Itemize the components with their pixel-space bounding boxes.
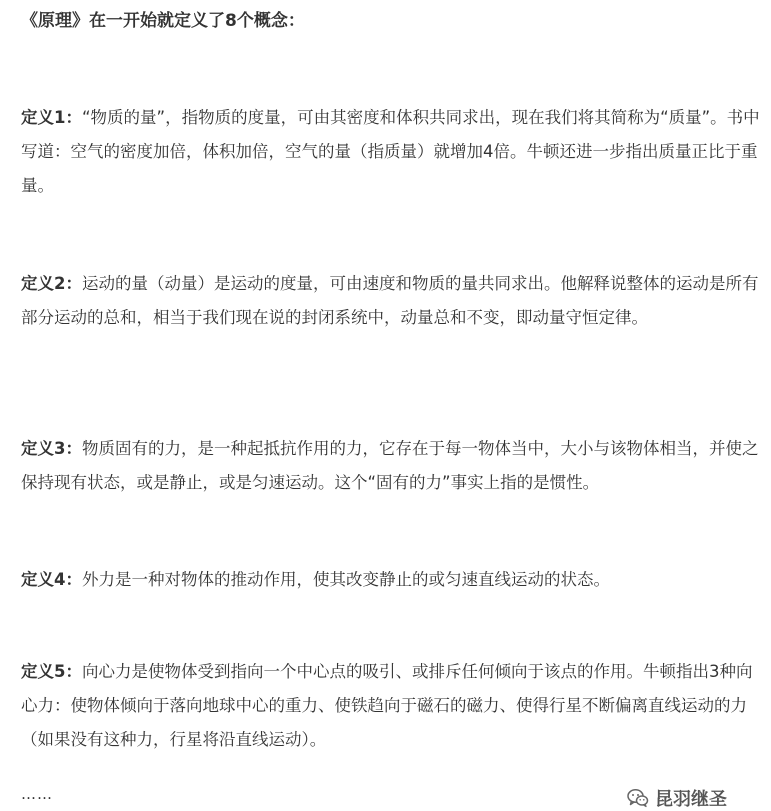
definition-4-text: 外力是一种对物体的推动作用，使其改变静止的或匀速直线运动的状态。 — [81, 570, 610, 589]
definition-5-label: 定义5： — [21, 662, 82, 681]
definition-4 — [21, 563, 761, 597]
article-heading: 《原理》在一开始就定义了8个概念： — [21, 11, 305, 31]
continuation-ellipsis: …… — [21, 785, 53, 803]
definition-2 — [21, 267, 761, 335]
wechat-icon — [627, 788, 649, 808]
definition-3-text: 物质固有的力，是一种起抵抗作用的力，它存在于每一物体当中，大小与该物体相当，并使之保持现有状态，或是静止，或是匀速运动。这个“固有的力”事实上指的是惯性。 — [21, 439, 759, 492]
definition-5 — [21, 655, 761, 757]
definition-1-label: 定义1： — [21, 108, 82, 127]
watermark-text: 昆羽继圣 — [655, 789, 727, 810]
definition-3 — [21, 432, 761, 500]
definition-5-text: 向心力是使物体受到指向一个中心点的吸引、或排斥任何倾向于该点的作用。牛顿指出3种向心力：使物体倾向于落向地球中心的重力、使铁趋向于磁石的磁力、使得行星不断偏离直线运动的力（如果没有这种力，行星将沿直线运动）。 — [21, 662, 753, 749]
definition-4-label: 定义4： — [21, 570, 82, 589]
definition-1 — [21, 101, 761, 203]
definition-2-text: 运动的量（动量）是运动的度量，可由速度和物质的量共同求出。他解释说整体的运动是所有部分运动的总和，相当于我们现在说的封闭系统中，动量总和不变，即动量守恒定律。 — [21, 274, 759, 327]
definition-2-label: 定义2： — [21, 274, 82, 293]
definition-1-text: “物质的量”，指物质的度量，可由其密度和体积共同求出，现在我们将其简称为“质量”。书中写道：空气的密度加倍，体积加倍，空气的量（指质量）就增加4倍。牛顿还进一步指出质量正比于重量。 — [21, 108, 760, 195]
watermark — [627, 785, 727, 811]
definition-3-label: 定义3： — [21, 439, 82, 458]
